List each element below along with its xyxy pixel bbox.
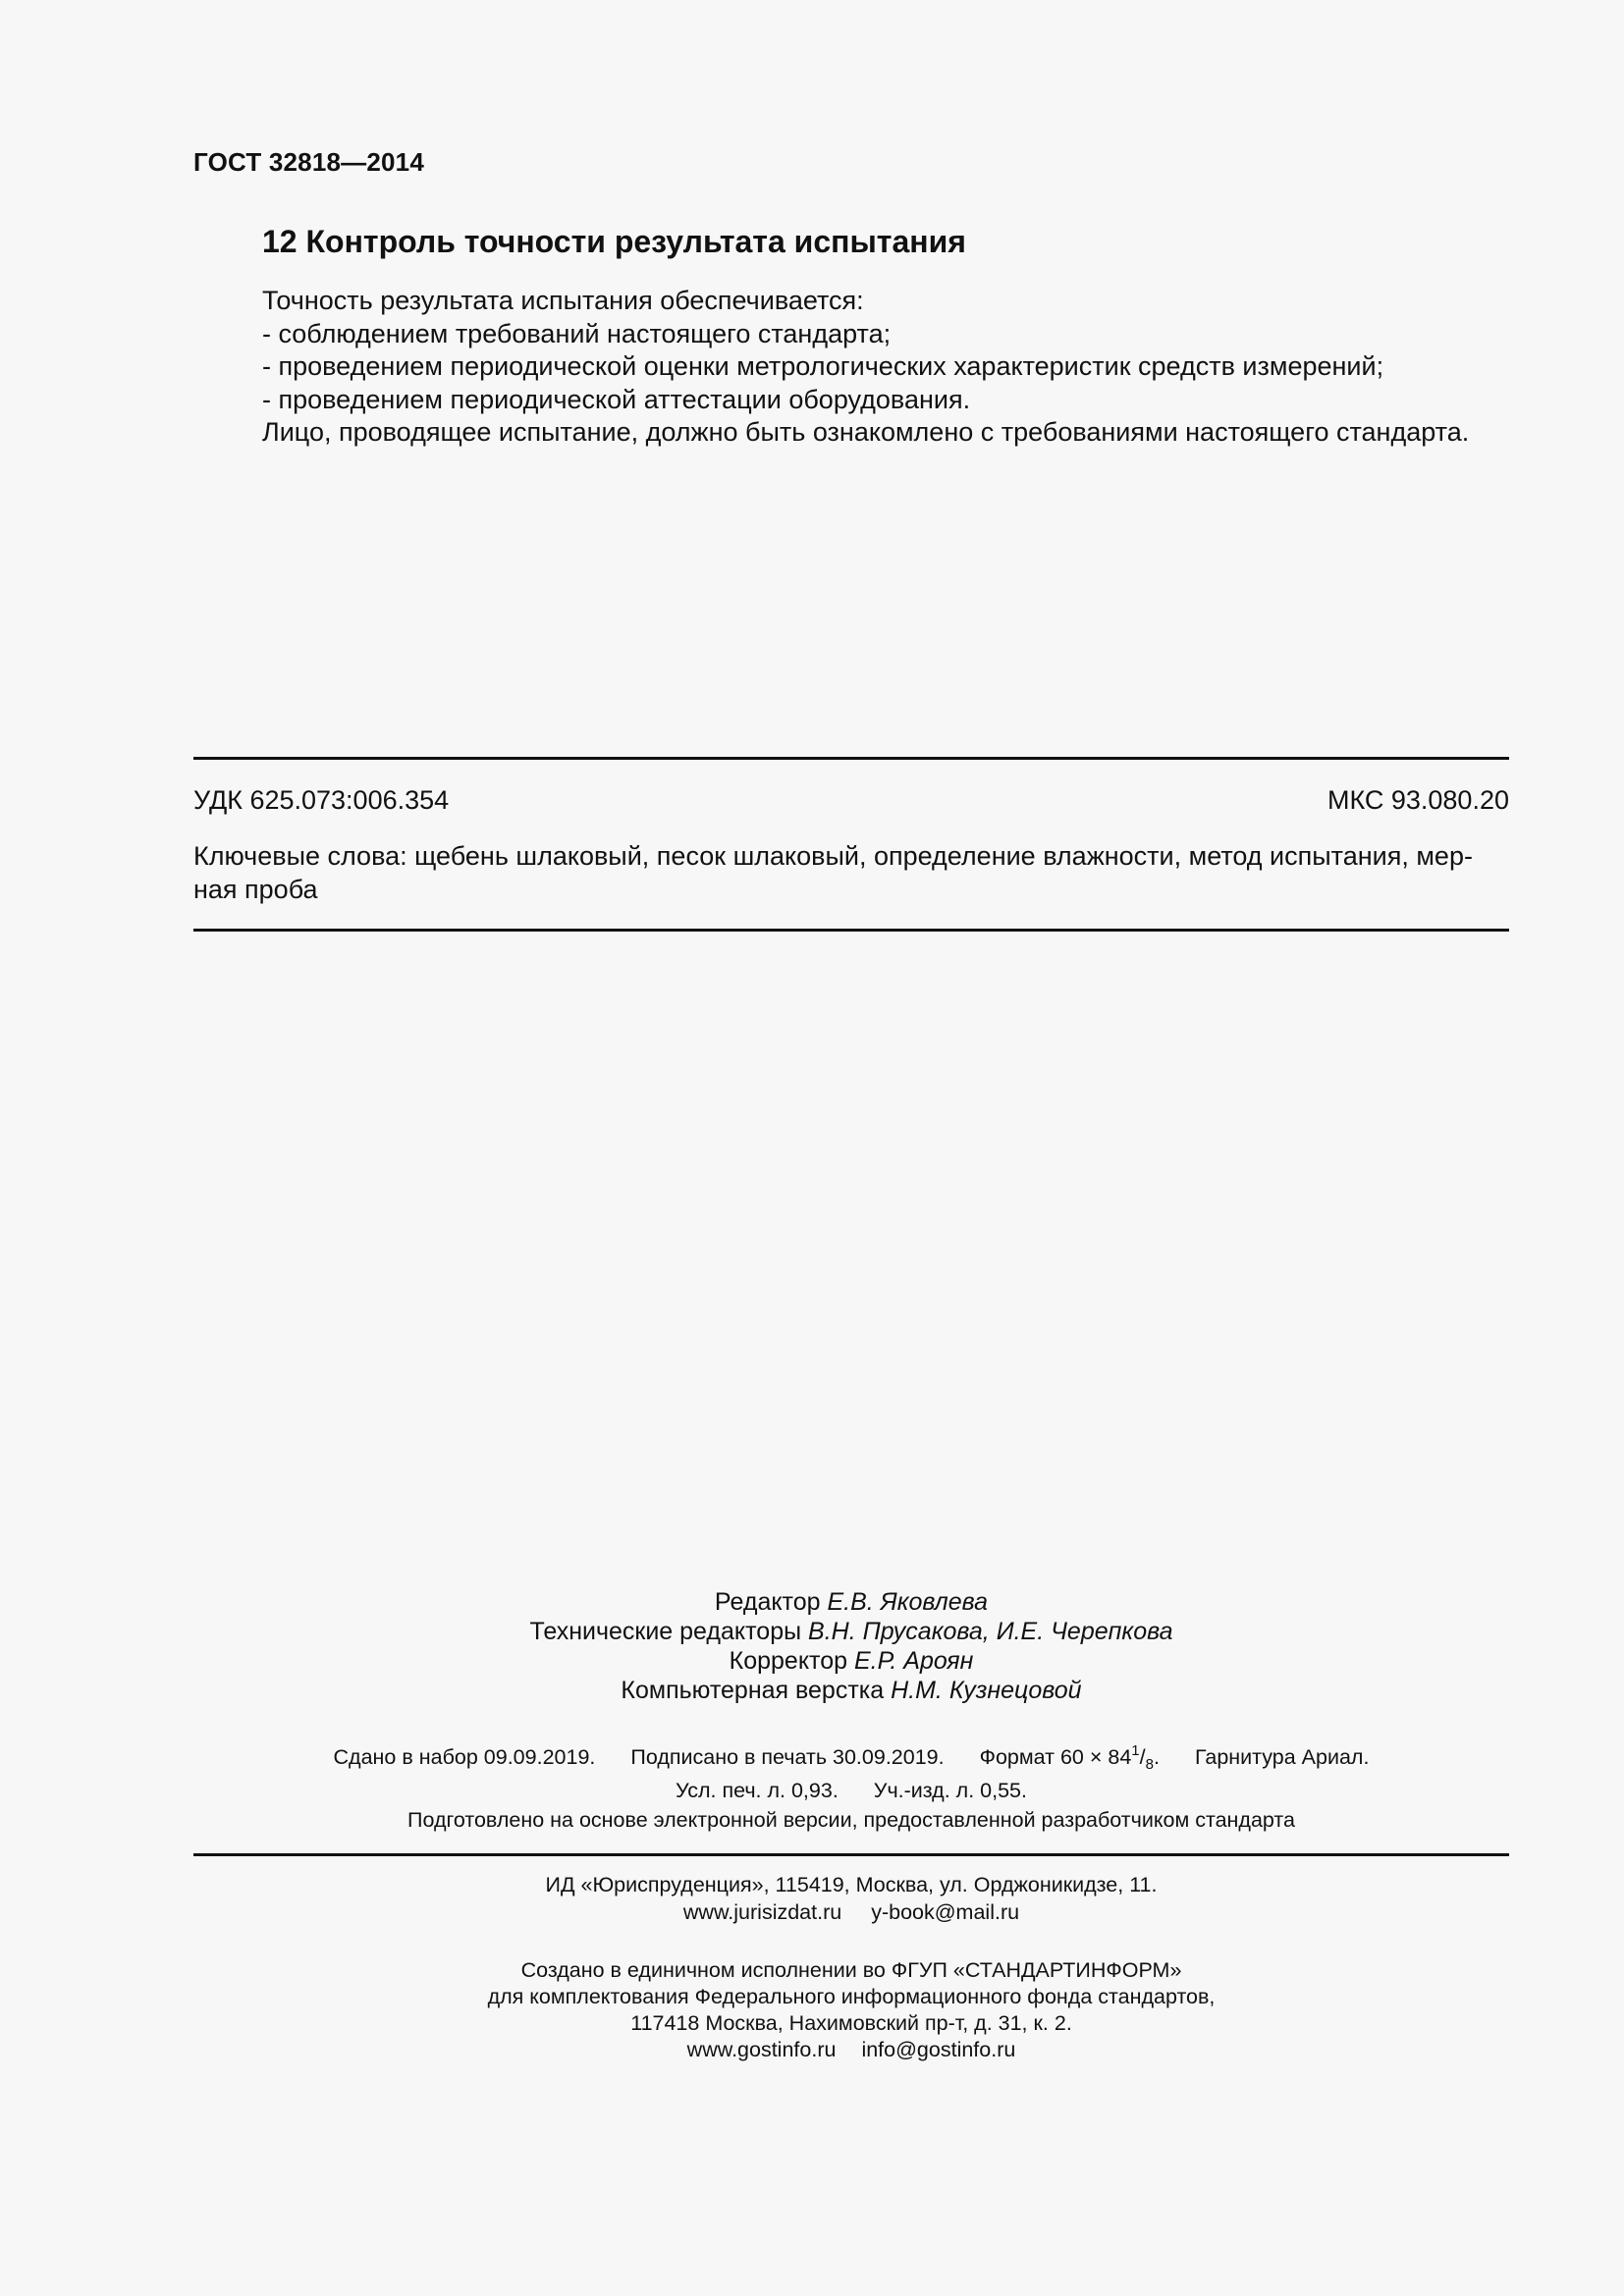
imprint-line-1 — [193, 1737, 1509, 1778]
keywords-line: ная проба — [193, 874, 318, 904]
editor-label: Редактор — [714, 1588, 828, 1616]
editor-name: Е.В. Яковлева — [827, 1588, 989, 1616]
signed-date: Подписано в печать 30.09.2019. — [630, 1745, 945, 1769]
corrector-line — [193, 1646, 1509, 1676]
producer-line: 117418 Москва, Нахимовский пр-т, д. 31, к. 2. — [630, 2011, 1072, 2035]
publisher-email-link[interactable]: y-book@mail.ru — [871, 1900, 1020, 1924]
tech-editors-label: Технические редакторы — [529, 1618, 809, 1645]
producer-contacts — [193, 2037, 1509, 2063]
imprint-line-2 — [193, 1778, 1509, 1804]
section-body — [262, 285, 1539, 450]
publisher-address: ИД «Юриспруденция», 115419, Москва, ул. Орджоникидзе, 11. — [545, 1873, 1158, 1896]
body-line: Лицо, проводящее испытание, должно быть ознакомлено с требованиями настоящего стандарта. — [262, 417, 1470, 448]
layout-line — [193, 1676, 1509, 1705]
keywords — [193, 840, 1509, 906]
producer-site-link[interactable]: www.gostinfo.ru — [686, 2038, 837, 2061]
tech-editors-line — [193, 1617, 1509, 1646]
corrector-label: Корректор — [729, 1647, 854, 1675]
pub-sheets: Уч.-изд. л. 0,55. — [873, 1779, 1027, 1802]
body-line: - соблюдением требований настоящего стандарта; — [262, 318, 892, 348]
body-line: - проведением периодической оценки метрологических характеристик средств измерений; — [262, 351, 1384, 382]
corrector-name: Е.Р. Ароян — [853, 1647, 974, 1675]
prepared-note: Подготовлено на основе электронной версии, предоставленной разработчиком стандарта — [407, 1808, 1295, 1832]
document-code: ГОСТ 32818—2014 — [193, 147, 424, 177]
producer-email-link[interactable]: info@gostinfo.ru — [861, 2038, 1016, 2061]
typeface: Гарнитура Ариал. — [1194, 1745, 1370, 1769]
section-title: 12 Контроль точности результата испытания — [262, 224, 966, 259]
format: Формат $60 \times 84^1/_8$. — [979, 1742, 1160, 1773]
submitted-date: Сдано в набор 09.09.2019. — [333, 1745, 596, 1769]
publisher-contacts — [193, 1898, 1509, 1926]
body-line: Точность результата испытания обеспечивается: — [262, 286, 864, 315]
keywords-line: Ключевые слова: щебень шлаковый, песок шлаковый, определение влажности, метод испытания, мер- — [193, 841, 1473, 871]
producer-block — [193, 1957, 1509, 2063]
layout-name: Н.М. Кузнецовой — [891, 1677, 1082, 1704]
udk-code: УДК 625.073:006.354 — [193, 785, 450, 815]
producer-line: для комплектования Федерального информационного фонда стандартов, — [487, 1985, 1216, 2008]
tech-editors-names: В.Н. Прусакова, И.Е. Черепкова — [808, 1618, 1173, 1645]
layout-label: Компьютерная верстка — [621, 1677, 892, 1704]
mks-code: МКС 93.080.20 — [1326, 785, 1509, 815]
body-line: - проведением периодической аттестации оборудования. — [262, 384, 971, 414]
print-sheets: Усл. печ. л. 0,93. — [675, 1779, 839, 1802]
top-divider — [193, 757, 1509, 760]
publisher-block — [193, 1871, 1509, 1926]
keywords-divider — [193, 929, 1509, 932]
editor-line — [193, 1587, 1509, 1617]
footer-divider — [193, 1853, 1509, 1856]
publisher-site-link[interactable]: www.jurisizdat.ru — [682, 1900, 842, 1924]
credits-block — [193, 1587, 1509, 1705]
producer-line: Создано в единичном исполнении во ФГУП «СТАНДАРТИНФОРМ» — [520, 1958, 1182, 1982]
imprint-block — [193, 1737, 1509, 1804]
